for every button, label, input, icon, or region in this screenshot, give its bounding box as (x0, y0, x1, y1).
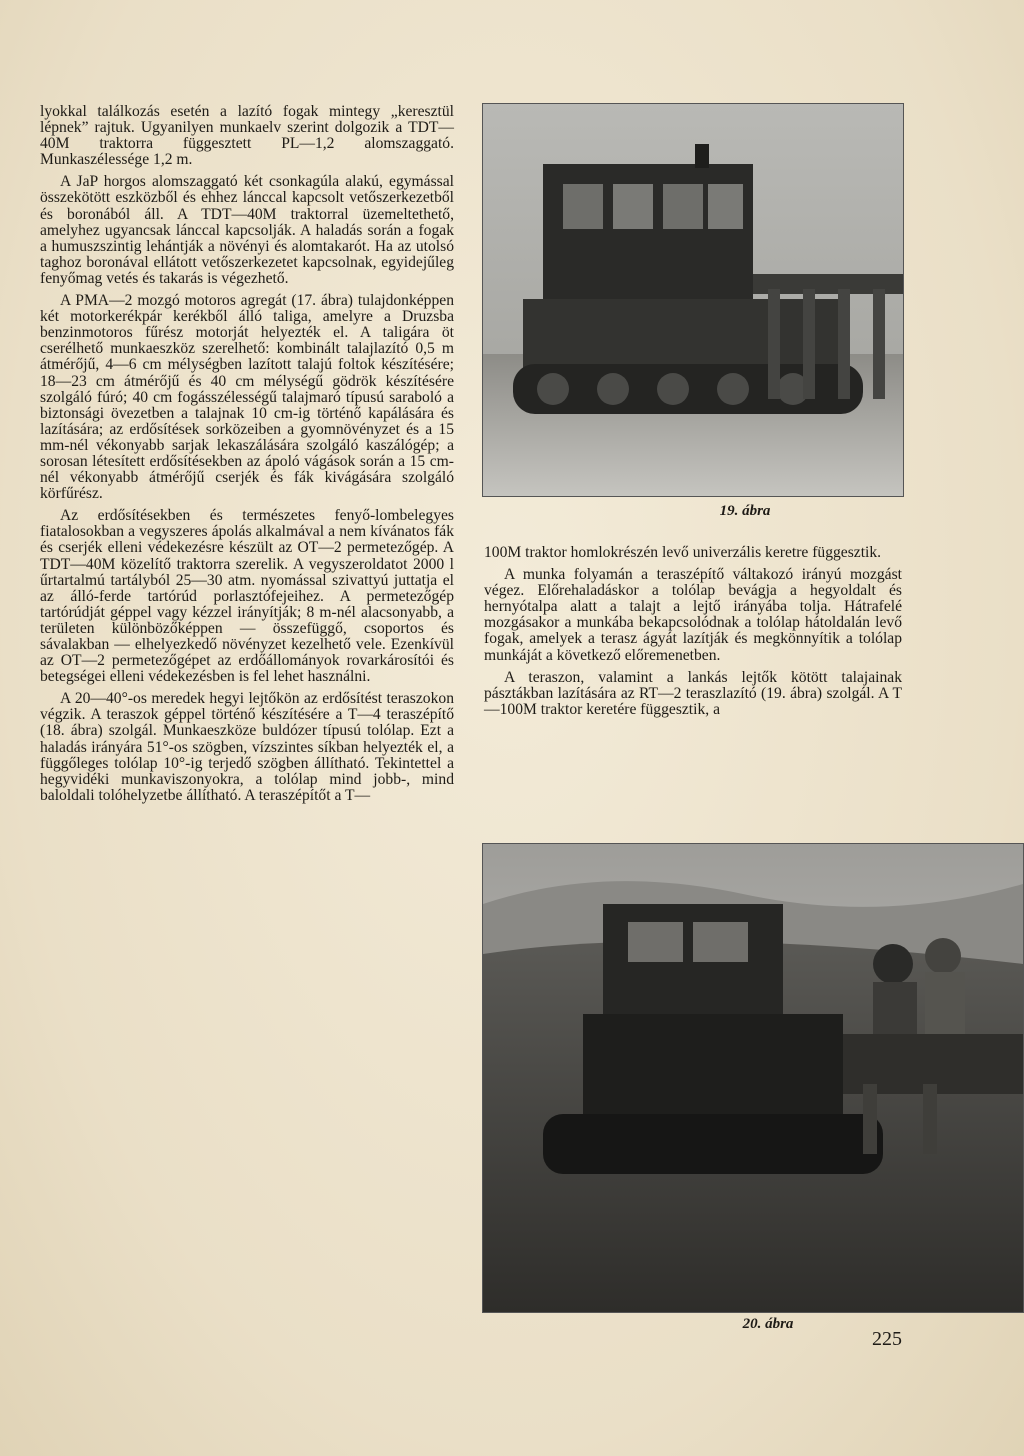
figure-20-caption: 20. ábra (742, 1316, 794, 1332)
paragraph: A munka folyamán a teraszépítő váltakozó irányú mozgást végez. Előrehaladáskor a tolólap bevágja a hegyoldalt és hernyótalpa alatt a talajt a lejtő irányába tolja. Hátrafelé mozgásakor a munkába bekapcsolódnak a tolólap hátoldalán levő fogak, amelyek a terasz ágyát lazítják és megkönnyítik a tolólap munkáját a következő előremenetben. (484, 566, 902, 664)
paragraph: 100M traktor homlokrészén levő univerzális keretre függesztik. (484, 544, 882, 561)
paragraph: A PMA—2 mozgó motoros agregát (17. ábra) tulajdonképpen két motorkerékpár kerékből álló taliga, amelyre a Druzsba benzinmotoros fűrész motorját helyezték el. A taligára öt cserélhető munkaeszköz szerelhető: kombinált talajlazító 0,5 m átmérőjű, 4—6 cm mélységben lazított talajú foltok készítésére; 18—23 cm átmérőjű és 40 cm mélységű gödrök készítésére szolgáló fúró; 40 cm fogásszélességű talajmaró típusú saraboló a biztonsági övezetben a talajnak 10 cm-ig történő kapálására és lazítására; az erdősítések sorközeiben a gyomnövényzet és a 15 mm-nél vékonyabb sarjak lekaszálására szolgáló kaszálógép; a sorosan létesített erdősítésekben az ápoló vágások során a 15 cm-nél vékonyabb átmérőjű cserjék és fák kivágására szolgáló körfűrész. (40, 292, 454, 503)
paragraph: A teraszon, valamint a lankás lejtők kötött talajainak pásztákban lazítására az RT—2 teraszlazító (19. ábra) szolgál. A T—100M traktor keretére függesztik, a (484, 668, 902, 718)
tractor-photo-image (483, 104, 903, 496)
figure-19-caption: 19. ábra (719, 503, 771, 519)
figure-20-photo (482, 843, 1024, 1313)
tractor-field-photo-image (483, 844, 1023, 1312)
paragraph: Az erdősítésekben és természetes fenyő-lombelegyes fiatalosokban a vegyszeres ápolás alkalmával a nem kívánatos fák és cserjék elleni védekezésre készült az OT—2 permetezőgép. A TDT—40M közelítő traktorra szerelik. A vegyszeroldatot 2000 l űrtartalmú tartályból 25—30 atm. nyomással szivattyú juttatja el az álló-ferde tartórúd porlasztófejeihez. A permetezőgép tartórúdját géppel vagy kézzel irányítják; 8 m-nél alacsonyabb, a területen különbözőképpen — összefüggő, csoportos és sávalakban — elhelyezkedő növényzet kezelhető vele. Ezenkívül az OT—2 permetezőgépet az erdőállományok rovarkárosítói és betegségei elleni védekezésben is fel lehet használni. (40, 507, 454, 686)
left-text-column (40, 104, 454, 810)
paragraph: A 20—40°-os meredek hegyi lejtőkön az erdősítést teraszokon végzik. A teraszok géppel történő készítésére a T—4 teraszépítő (18. ábra) szolgál. Munkaeszköze buldózer típusú tolólap. Ezt a haladás irányára 51°-os szögben, vízszintes síkban helyezték el, a függőleges tolólap 10°-ig terjedő szögben állítható. Tekintettel a hegyvidéki munkaviszonyokra, a tolólap mind jobb-, mind baloldali tolóhelyzetbe állítható. A teraszépítőt a T— (40, 690, 454, 804)
paragraph: A JaP horgos alomszaggató két csonkagúla alakú, egymással összekötött eszközből és ehhez lánccal kapcsolt vetőszerkezetből és boronából áll. A TDT—40M traktorral üzemeltethető, amelyhez ugyancsak lánccal kapcsolják. A haladás során a fogak a humuszszintig lehántják a növényi és alomtakarót. Ha az utolsó taghoz boronával ellátott vetőszerkezetet kapcsolnak, egyidejűleg fenyőmag vetés és takarás is végezhető. (40, 173, 454, 287)
right-text-column (484, 545, 902, 724)
paragraph: lyokkal találkozás esetén a lazító fogak mintegy „keresztül lépnek” rajtuk. Ugyanilyen munkaelv szerint dolgozik a TDT—40M traktorra függesztett PL—1,2 alomszaggató. Munkaszélessége 1,2 m. (40, 103, 454, 169)
figure-19-photo (482, 103, 904, 497)
page-number: 225 (872, 1328, 902, 1350)
